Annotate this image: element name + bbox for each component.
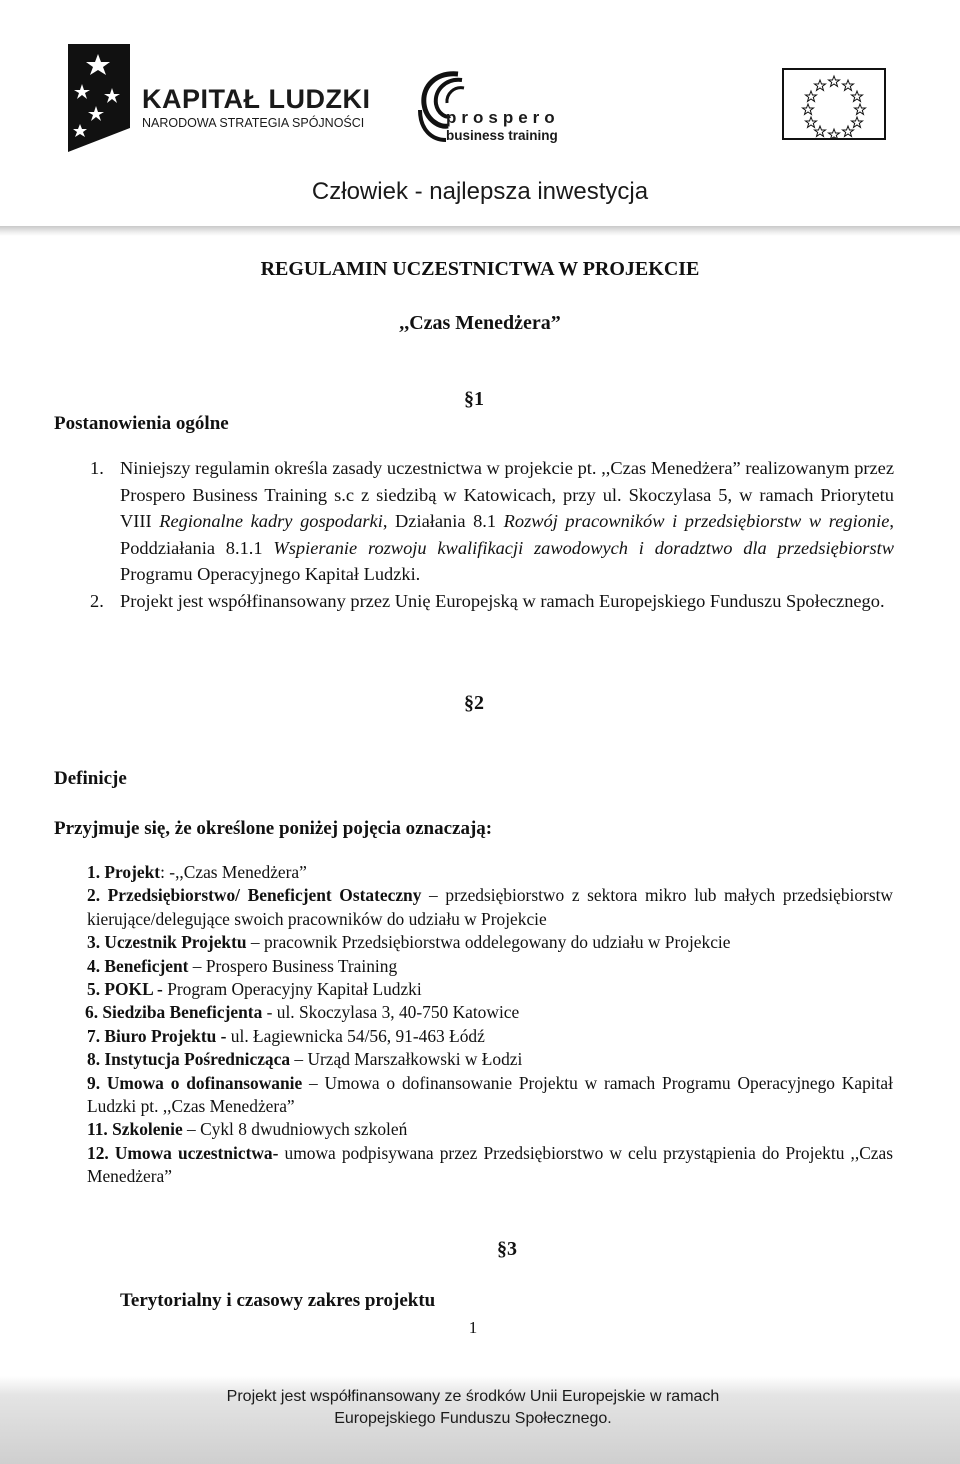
definition-item [87, 1072, 893, 1119]
section-heading-scope: Terytorialny i czasowy zakres projektu [120, 1290, 436, 1311]
section-mark-2: §2 [464, 692, 484, 714]
list-item-text: , Poddziałania 8.1.1 [120, 511, 894, 558]
header-motto: Człowiek - najlepsza inwestycja [311, 178, 649, 205]
page-number: 1 [468, 1318, 478, 1337]
definition-term: 5. POKL - [87, 979, 163, 1000]
definition-item [87, 931, 893, 954]
definition-text: – Umowa o dofinansowanie Projektu w ramach Programu Operacyjnego Kapitał Ludzki pt. ,,Czas Menedżera” [87, 1072, 893, 1117]
list-item [82, 455, 894, 588]
definition-text: umowa podpisywana przez Przedsiębiorstwo w celu przystąpienia do Projektu ,,Czas Menedżera” [87, 1142, 894, 1187]
definition-text: – Prospero Business Training [188, 955, 398, 976]
document-title: REGULAMIN UCZESTNICTWA W PROJEKCIE [260, 258, 700, 280]
eu-flag-icon [782, 68, 886, 140]
document-subtitle: ,,Czas Menedżera” [399, 312, 561, 334]
definition-term: 1. Projekt [87, 862, 161, 882]
definitions-intro: Przyjmuje się, że określone poniżej pojęcia oznaczają: [54, 818, 493, 839]
list-item-text: Projekt jest współfinansowany przez Unię Europejską w ramach Europejskiego Funduszu Społecznego. [120, 590, 885, 611]
definition-text: – Urząd Marszałkowski w Łodzi [290, 1049, 523, 1070]
section-heading-general: Postanowienia ogólne [54, 413, 229, 434]
definition-item [87, 1025, 893, 1048]
definition-text: – pracownik Przedsiębiorstwa oddelegowany do udziału w Projekcie [246, 932, 731, 953]
list-item-italic: Rozwój pracowników i przedsiębiorstw w regionie [503, 511, 890, 531]
definition-item [87, 1001, 893, 1024]
definition-text: - ul. Skoczylasa 3, 40-750 Katowice [262, 1002, 520, 1023]
kapital-ludzki-subtitle: NARODOWA STRATEGIA SPÓJNOŚCI [142, 116, 365, 130]
list-item [82, 588, 894, 615]
definition-term: 9. Umowa o dofinansowanie [87, 1072, 303, 1093]
definitions-list [87, 861, 893, 1189]
prospero-subtitle: business training [446, 128, 558, 143]
kapital-ludzki-logo-icon [68, 44, 130, 152]
list-item-number: 2. [90, 590, 104, 611]
list-item-number: 1. [90, 458, 104, 478]
list-item-text: Niniejszy regulamin określa zasady uczestnictwa w projekcie pt. ,,Czas Menedżera” realizowanym przez Prospero Business Training s.c z siedzibą w Katowicach, przy ul. Skoczylasa 5, w ramach Priorytetu VIII [120, 458, 894, 531]
definition-term: 8. Instytucja Pośrednicząca [87, 1049, 291, 1070]
footer-line-2: Europejskiego Funduszu Społecznego. [334, 1410, 612, 1427]
definition-text: – przedsiębiorstwo z sektora mikro lub małych przedsiębiorstw kierujące/delegujące swoich pracowników do udziału w Projekcie [87, 885, 893, 929]
definition-item [87, 884, 893, 931]
definition-text: Program Operacyjny Kapitał Ludzki [162, 979, 422, 1000]
kapital-ludzki-title: KAPITAŁ LUDZKI [142, 84, 371, 114]
definition-text: – Cykl 8 dwudniowych szkoleń [182, 1119, 408, 1140]
list-item-italic: Wspieranie rozwoju kwalifikacji zawodowych i doradztwo dla przedsiębiorstw [273, 537, 894, 558]
definition-term: 3. Uczestnik Projektu [87, 932, 247, 953]
definition-item [87, 1142, 893, 1189]
definition-item [87, 955, 893, 978]
list-item-text: , Działania 8.1 [382, 511, 504, 531]
definition-item [87, 978, 893, 1001]
definition-item [87, 1048, 893, 1071]
definition-term: 12. Umowa uczestnictwa- [87, 1142, 279, 1163]
definition-term: 11. Szkolenie [87, 1119, 183, 1140]
prospero-name: prospero [446, 108, 560, 127]
definition-term: 2. Przedsiębiorstwo/ Beneficjent Ostateczny [87, 885, 422, 906]
section-mark-3: §3 [497, 1238, 517, 1260]
definition-text: ul. Łagiewnicka 54/56, 91-463 Łódź [226, 1025, 485, 1046]
definition-item [87, 1118, 893, 1141]
definition-term: 6. Siedziba Beneficjenta [85, 1002, 263, 1023]
definition-item [87, 861, 893, 884]
section-mark-1: §1 [464, 388, 484, 410]
footer-line-1: Projekt jest współfinansowany ze środków Unii Europejskie w ramach [226, 1388, 720, 1405]
header-divider [0, 226, 960, 236]
definition-text: : -,,Czas Menedżera” [160, 862, 307, 882]
list-item-italic: Regionalne kadry gospodarki [159, 511, 383, 531]
list-item-text: Programu Operacyjnego Kapitał Ludzki. [120, 564, 421, 584]
general-provisions-list [82, 455, 894, 614]
definition-term: 7. Biuro Projektu - [87, 1025, 227, 1046]
section-heading-definitions: Definicje [54, 768, 127, 789]
definition-term: 4. Beneficjent [87, 955, 189, 976]
